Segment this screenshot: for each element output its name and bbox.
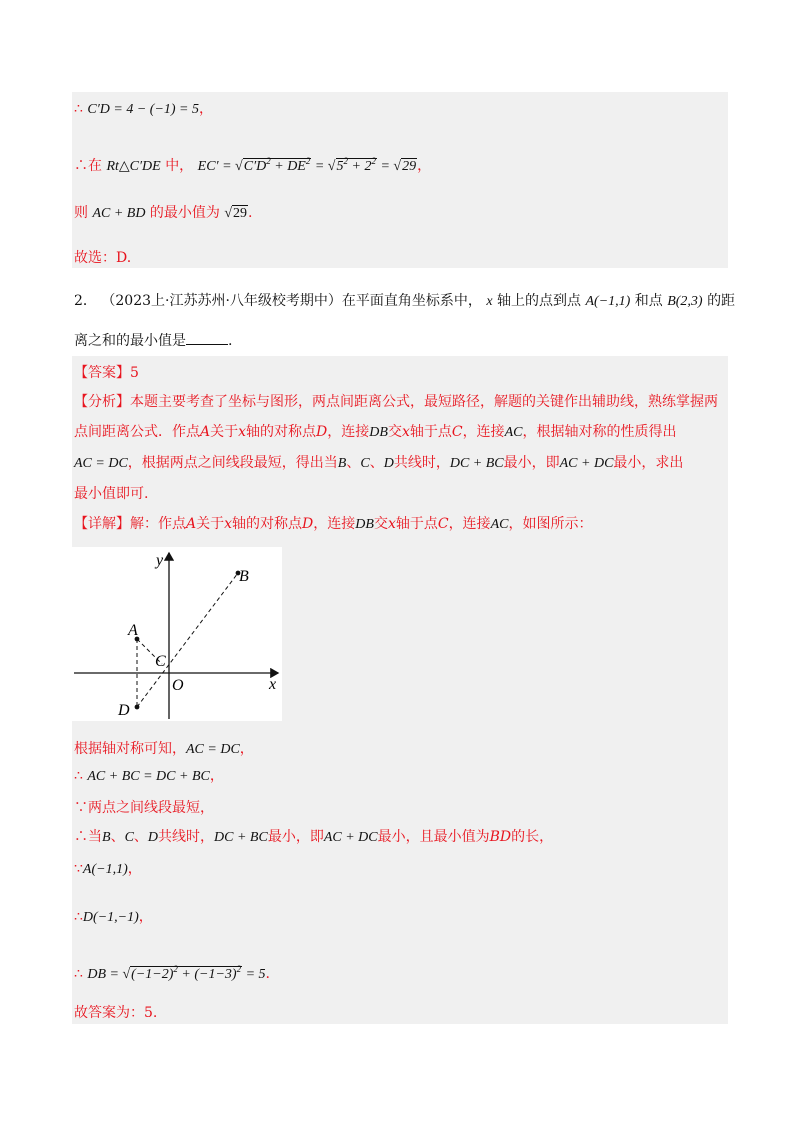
a3k: AC + DC [559, 456, 614, 471]
d-c: 关于 [196, 516, 225, 532]
a2o: ，根据轴对称的性质得出 [522, 424, 677, 440]
s4m: 的长， [511, 829, 554, 845]
expr-ac-bd: AC + BD [92, 206, 146, 221]
d-d: x [224, 516, 233, 532]
analysis-line-3 [74, 454, 683, 473]
s1b: AC = DC [186, 742, 240, 757]
a3c: B [337, 456, 347, 471]
a2g: ，连接 [327, 424, 370, 440]
analysis-text-1: 本题主要考查了坐标与图形，两点间距离公式，最短路径，解题的关键作出辅助线，熟练掌握两 [130, 394, 718, 410]
a3h: 共线时， [393, 455, 450, 471]
s1a: 根据轴对称可知， [74, 741, 186, 757]
step-6 [74, 908, 153, 927]
a2c: 关于 [210, 424, 239, 440]
formula-cd: C′D = 4 − (−1) = 5 [87, 102, 199, 117]
a3d: 、 [346, 455, 361, 471]
s5b: A(−1,1) [82, 862, 128, 877]
s5c: ， [127, 861, 142, 877]
s4e: 、 [133, 829, 148, 845]
question-source: （2023上·江苏苏州·八年级校考期中） [101, 293, 342, 309]
analysis-line-1 [74, 393, 718, 411]
label-b: B [239, 568, 249, 585]
a2b: A [200, 424, 211, 440]
analysis-label: 【分析】 [74, 394, 130, 410]
d-l: C [437, 516, 449, 532]
d-j: x [387, 516, 396, 532]
step-3: ∵两点之间线段最短， [74, 800, 214, 816]
s4c: 、 [110, 829, 125, 845]
formula-ec: $EC' = √C'D^2 + DE^2 = √5^2 + 2^2 = √29$ [197, 156, 417, 174]
then-prefix: 则 [74, 205, 88, 221]
analysis-line-4: 最小值即可. [74, 486, 149, 502]
s2b: AC + BC = DC + BC [87, 769, 210, 784]
a3a: AC = DC [74, 456, 128, 471]
d-i: 交 [373, 516, 388, 532]
prev-conclusion: 故选：D. [74, 250, 132, 266]
s2c: ， [209, 768, 224, 784]
a3e: C [360, 456, 370, 471]
question-text-c: 和点 [634, 293, 663, 309]
s5a: ∵ [74, 861, 83, 877]
a2i: 交 [387, 424, 402, 440]
coordinate-figure [72, 547, 282, 721]
formula-db: DB = $√(-1-2)^2 + (-1-3)^2 = 5$ [87, 964, 266, 982]
label-o: O [172, 677, 184, 694]
in-prefix: ∴在 [74, 158, 102, 174]
a2e: 轴的对称点 [246, 424, 317, 440]
s4l: BD [489, 829, 512, 845]
step-2 [74, 767, 224, 786]
segment-db [137, 573, 238, 707]
a2m: ，连接 [462, 424, 505, 440]
figure-svg [72, 547, 282, 721]
d-g: ，连接 [313, 516, 356, 532]
d-b: A [186, 516, 197, 532]
s6a: ∴ [74, 909, 83, 925]
question-end: . [228, 333, 233, 349]
label-a: A [128, 622, 138, 639]
s4k: 最小，且最小值为 [377, 829, 490, 845]
prev-line-2: ∴在 Rt△C′DE 中， $EC' = √C'D^2 + DE^2 = √5^2 + 2^2 = √29$， [74, 156, 432, 174]
a3j: 最小，即 [503, 455, 560, 471]
label-x: x [269, 676, 277, 693]
s4f: D [147, 830, 159, 845]
mid-text: 中， [165, 158, 194, 174]
a3b: ，根据两点之间线段最短，得出当 [127, 455, 338, 471]
d-k: 轴于点 [395, 516, 438, 532]
s4i: 最小，即 [267, 829, 324, 845]
s7a: ∴ [74, 966, 83, 982]
d-a: 解：作点 [130, 516, 186, 532]
detail-line [74, 515, 592, 534]
label-d: D [118, 702, 130, 719]
s4b: B [102, 830, 111, 845]
label-y: y [156, 552, 164, 569]
a3l: 最小，求出 [613, 455, 684, 471]
triangle-label: Rt△C′DE [106, 159, 161, 174]
s6b: D(−1,−1) [82, 910, 139, 925]
a3i: DC + BC [449, 456, 504, 471]
label-c: C [155, 653, 166, 670]
a2l: C [451, 424, 463, 440]
step-5 [74, 860, 142, 879]
x-symbol: x [486, 294, 493, 309]
d-o: ，如图所示： [508, 516, 593, 532]
a3g: D [383, 456, 394, 471]
d-n: AC [490, 517, 509, 532]
step-4 [74, 828, 553, 847]
a2h: DB [369, 425, 388, 440]
value-sqrt29: √29 [224, 206, 248, 221]
question-line-2 [74, 332, 232, 350]
d-e: 轴的对称点 [232, 516, 303, 532]
a2k: 轴于点 [409, 424, 452, 440]
period: . [248, 205, 253, 221]
prev-line-1: ∴ C′D = 4 − (−1) = 5， [74, 101, 213, 117]
therefore-symbol: ∴ [74, 101, 83, 117]
answer-label: 【答案】 [74, 365, 130, 381]
s7c: . [265, 966, 270, 982]
question-number: 2． [74, 293, 97, 309]
point-a: A(−1,1) [585, 294, 631, 309]
detail-label: 【详解】 [74, 516, 130, 532]
s4a: ∴当 [74, 829, 102, 845]
a2f: D [316, 424, 328, 440]
analysis-line-2 [74, 423, 676, 442]
step-8: 故答案为：5. [74, 1005, 158, 1021]
s4h: DC + BC [214, 830, 268, 845]
question-text-2: 离之和的最小值是 [74, 333, 186, 349]
a3f: 、 [369, 455, 384, 471]
question-text-d: 的距 [707, 293, 736, 309]
answer-line [74, 364, 139, 382]
point-d-dot [135, 705, 140, 710]
s1c: ， [239, 741, 254, 757]
a2a: 点间距离公式．作点 [74, 424, 200, 440]
a2j: x [401, 424, 410, 440]
step-7 [74, 960, 270, 984]
s2a: ∴ [74, 768, 83, 784]
s4d: C [124, 830, 134, 845]
min-value-text: 的最小值为 [149, 205, 220, 221]
point-b: B(2,3) [667, 294, 703, 309]
answer-value: 5 [130, 365, 139, 381]
a2d: x [238, 424, 247, 440]
d-h: DB [355, 517, 374, 532]
s4g: 共线时， [158, 829, 215, 845]
d-m: ，连接 [448, 516, 491, 532]
prev-line-3 [74, 204, 253, 223]
answer-blank [186, 344, 228, 345]
s4j: AC + DC [323, 830, 378, 845]
question-line-1 [74, 292, 735, 311]
s6c: ， [138, 909, 153, 925]
d-f: D [302, 516, 314, 532]
step-1 [74, 740, 254, 759]
a2n: AC [504, 425, 523, 440]
question-text-a: 在平面直角坐标系中， [341, 293, 482, 309]
question-text-b: 轴上的点到点 [497, 293, 582, 309]
